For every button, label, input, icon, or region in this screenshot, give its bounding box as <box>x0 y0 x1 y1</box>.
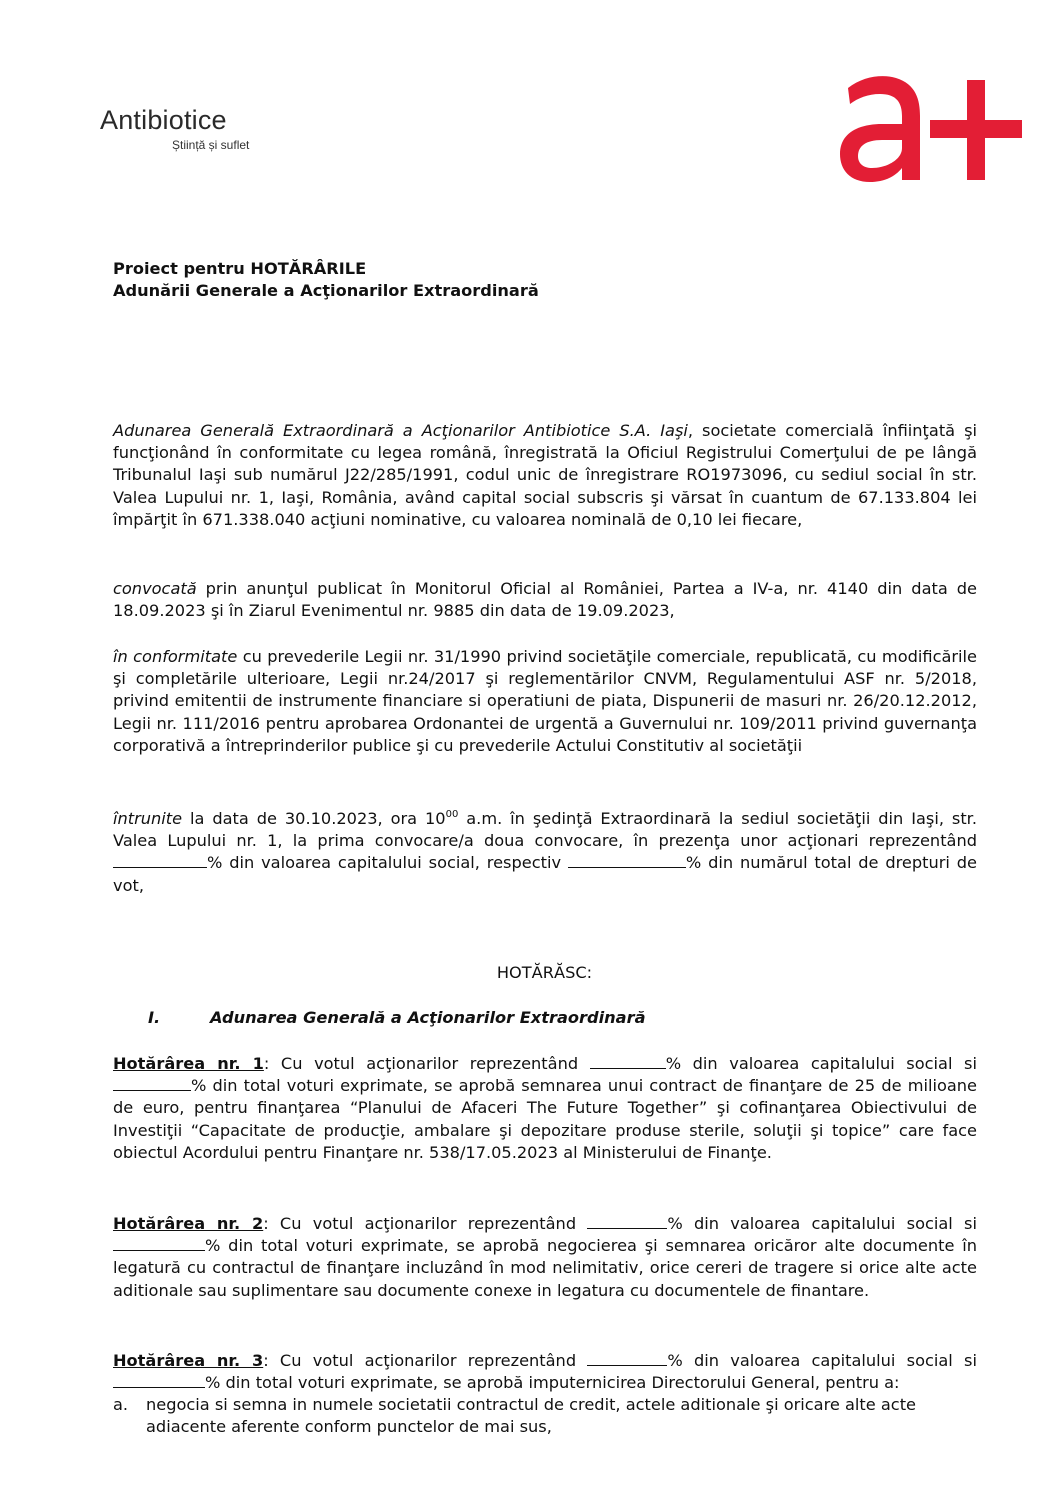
blank-field-h1-votes[interactable] <box>113 1076 191 1091</box>
conformitate-paragraph <box>113 646 977 757</box>
intrunite-text-1: la data de 30.10.2023, ora 10 <box>182 809 446 828</box>
intro-italic: Adunarea Generală Extraordinară a Acţionarilor Antibiotice S.A. Iaşi <box>113 421 688 440</box>
section-heading <box>148 1008 646 1027</box>
hotarare-1-text-1: : Cu votul acţionarilor reprezentând <box>263 1054 590 1073</box>
list-item-text: negocia si semna in numele societatii contractul de credit, actele aditionale şi oricare alte acte adiacente aferente conform punctelor de mai sus, <box>146 1395 917 1437</box>
blank-field-h3-votes[interactable] <box>113 1373 205 1388</box>
blank-field-votes[interactable] <box>568 853 686 868</box>
hotarare-2-label: Hotărârea nr. 2 <box>113 1214 264 1233</box>
hotarare-3-text-2: % din valoarea capitalului social si <box>667 1351 977 1370</box>
time-superscript: 00 <box>445 809 459 820</box>
hotarare-1-text-2: % din valoarea capitalului social si <box>665 1054 977 1073</box>
blank-field-capital[interactable] <box>113 853 207 868</box>
section-number: I. <box>148 1008 161 1027</box>
hotarare-2-text-2: % din valoarea capitalului social si <box>667 1214 977 1233</box>
section-title: Adunarea Generală a Acţionarilor Extraordinară <box>210 1008 646 1027</box>
intro-text: , societate comercială înfiinţată şi funcţionând în conformitate cu legea română, înregistrată la Oficiul Registrului Comerţului de pe lângă Tribunalul Iaşi sub numărul J22/285/1991, codul unic de înregistrare RO1973096, cu sediul social în str. Valea Lupului nr. 1, Iaşi, România, având capital social subscris şi vărsat în cuantum de 67.133.804 lei împărţit în 671.338.040 acţiuni nominative, cu valoarea nominală de 0,10 lei fiecare, <box>113 421 977 529</box>
conformitate-italic: în conformitate <box>113 647 238 666</box>
convocata-paragraph <box>113 578 977 622</box>
intrunite-text-3: % din valoarea capitalului social, respectiv <box>207 853 568 873</box>
intrunite-italic: întrunite <box>113 809 183 828</box>
hotarare-3-text-1: : Cu votul acţionarilor reprezentând <box>263 1351 588 1370</box>
hotarasc-heading: HOTĂRĂSC: <box>496 963 593 982</box>
convocata-text: prin anunţul publicat în Monitorul Oficial al României, Partea a IV-a, nr. 4140 din data de 18.09.2023 şi în Ziarul Evenimentul nr. 9885 din data de 19.09.2023, <box>113 579 977 621</box>
title-line-2: Adunării Generale a Acţionarilor Extraordinară <box>113 281 539 300</box>
hotarare-3-label: Hotărârea nr. 3 <box>113 1351 264 1370</box>
hotarare-2-paragraph <box>113 1213 977 1302</box>
brand-name: Antibiotice <box>100 105 227 135</box>
intrunite-paragraph <box>113 804 977 897</box>
blank-field-h3-capital[interactable] <box>587 1351 667 1366</box>
document-title <box>113 258 539 302</box>
hotarare-1-label: Hotărârea nr. 1 <box>113 1054 264 1073</box>
a-plus-logo-icon <box>838 70 1028 185</box>
intro-paragraph <box>113 420 977 531</box>
conformitate-text: cu prevederile Legii nr. 31/1990 privind societăţile comerciale, republicată, cu modificările şi completările ulterioare, Legii nr.24/2017 şi reglementărilor CNVM, Regulamentului ASF nr. 5/2018, privind emitentii de instrumente financiare si operatiuni de piata, Dispunerii de masuri nr. 26/20.12.2012, Legii nr. 111/2016 pentru aprobarea Ordonantei de urgentă a Guvernului nr. 109/2011 privind guvernanţa corporativă a întreprinderilor publice şi cu prevederile Actului Constitutiv al societăţii <box>113 647 977 755</box>
hotarare-1-paragraph <box>113 1053 977 1164</box>
list-item <box>113 1394 977 1438</box>
hotarare-2-text-1: : Cu votul acţionarilor reprezentând <box>263 1214 588 1233</box>
company-logo-text <box>100 104 249 152</box>
blank-field-h2-capital[interactable] <box>587 1214 667 1229</box>
intrunite-text-2: a.m. în şedinţă Extraordinară la sediul societăţii din Iaşi, str. Valea Lupului nr. 1, la prima convocare/a doua convocare, în prezenţa unor acţionari reprezentând <box>113 809 977 851</box>
intrunite-text-4: % din numărul total de drepturi de vot, <box>113 853 977 895</box>
hotarare-3-paragraph <box>113 1350 977 1394</box>
hotarare-1-text-3: % din total voturi exprimate, se aprobă semnarea unui contract de finanţare de 25 de milioane de euro, pentru finanţarea “Planului de Afaceri The Future Together” şi cofinanţarea Obiectivului de Investiţii “Capacitate de producţie, ambalare şi depozitare produse sterile, soluţii şi topice” care face obiectul Acordului pentru Finanţare nr. 538/17.05.2023 al Ministerului de Finanţe. <box>113 1076 977 1162</box>
list-item-marker: a. <box>113 1395 129 1414</box>
blank-field-h1-capital[interactable] <box>590 1054 666 1069</box>
brand-tagline: Știință și suflet <box>172 138 250 152</box>
hotarare-3-text-3: % din total voturi exprimate, se aprobă imputernicirea Directorului General, pentru a: <box>205 1373 900 1393</box>
convocata-italic: convocată <box>113 579 197 598</box>
title-line-1: Proiect pentru HOTĂRÂRILE <box>113 259 367 278</box>
blank-field-h2-votes[interactable] <box>113 1236 205 1251</box>
hotarare-2-text-3: % din total voturi exprimate, se aprobă negocierea şi semnarea oricăror alte documente în legatură cu contractul de finanţare incluzând în mod nelimitativ, orice cereri de tragere si orice alte acte aditionale sau suplimentare sau documente conexe in legatura cu documentele de finantare. <box>113 1236 977 1300</box>
